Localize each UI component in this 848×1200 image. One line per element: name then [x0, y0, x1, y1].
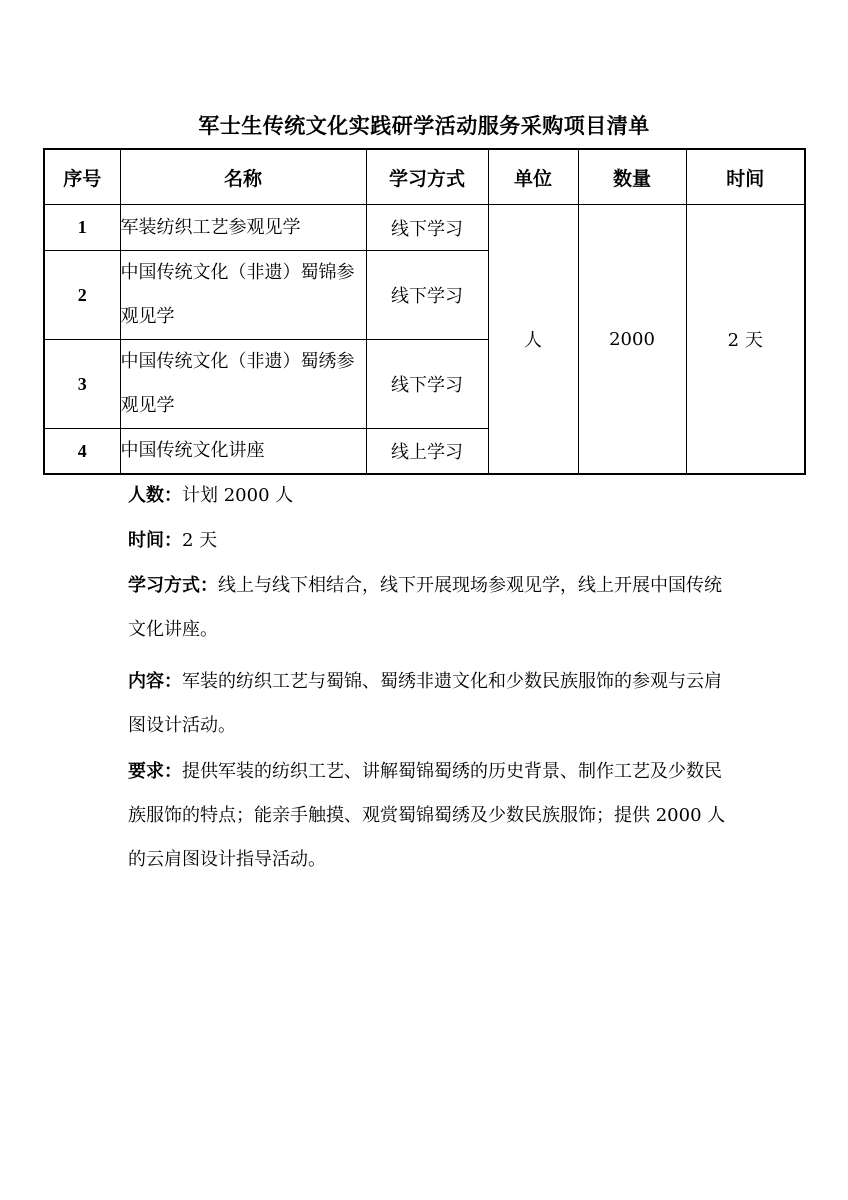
- content-label: 内容：: [128, 671, 182, 692]
- requirement-paragraph: [128, 750, 728, 882]
- time-label: 时间：: [128, 530, 182, 551]
- header-name: 名称: [120, 149, 366, 205]
- quantity-cell: 2000: [578, 205, 686, 475]
- table-row: [44, 205, 805, 251]
- people-label: 人数：: [128, 485, 182, 506]
- row-seq: 3: [44, 340, 120, 429]
- row-name: 中国传统文化（非遗）蜀锦参观见学: [120, 251, 366, 340]
- content-paragraph: [128, 660, 728, 748]
- table-header-row: [44, 149, 805, 205]
- row-mode: 线下学习: [366, 205, 488, 251]
- header-seq: 序号: [44, 149, 120, 205]
- row-mode: 线下学习: [366, 251, 488, 340]
- mode-text: 线上与线下相结合，线下开展现场参观见学，线上开展中国传统文化讲座。: [128, 575, 722, 640]
- content-text: 军装的纺织工艺与蜀锦、蜀绣非遗文化和少数民族服饰的参观与云肩图设计活动。: [128, 671, 722, 736]
- row-seq: 4: [44, 429, 120, 475]
- procurement-table: [43, 148, 806, 475]
- row-seq: 2: [44, 251, 120, 340]
- row-mode: 线下学习: [366, 340, 488, 429]
- unit-cell: 人: [488, 205, 578, 475]
- row-name: 军装纺织工艺参观见学: [120, 205, 366, 251]
- header-quantity: 数量: [578, 149, 686, 205]
- header-unit: 单位: [488, 149, 578, 205]
- page-title: 军士生传统文化实践研学活动服务采购项目清单: [198, 113, 650, 138]
- header-mode: 学习方式: [366, 149, 488, 205]
- duration-cell: 2 天: [686, 205, 805, 475]
- row-mode: 线上学习: [366, 429, 488, 475]
- mode-label: 学习方式：: [128, 575, 218, 596]
- requirement-text: 提供军装的纺织工艺、讲解蜀锦蜀绣的历史背景、制作工艺及少数民族服饰的特点；能亲手触摸、观赏蜀锦蜀绣及少数民族服饰；提供 2000 人的云肩图设计指导活动。: [128, 761, 726, 870]
- row-seq: 1: [44, 205, 120, 251]
- time-line: [128, 519, 728, 563]
- requirement-label: 要求：: [128, 761, 182, 782]
- header-time: 时间: [686, 149, 805, 205]
- row-name: 中国传统文化（非遗）蜀绣参观见学: [120, 340, 366, 429]
- row-name: 中国传统文化讲座: [120, 429, 366, 475]
- mode-paragraph: [128, 564, 728, 652]
- time-text: 2 天: [182, 530, 218, 551]
- people-text: 计划 2000 人: [182, 485, 294, 506]
- people-line: [128, 474, 728, 518]
